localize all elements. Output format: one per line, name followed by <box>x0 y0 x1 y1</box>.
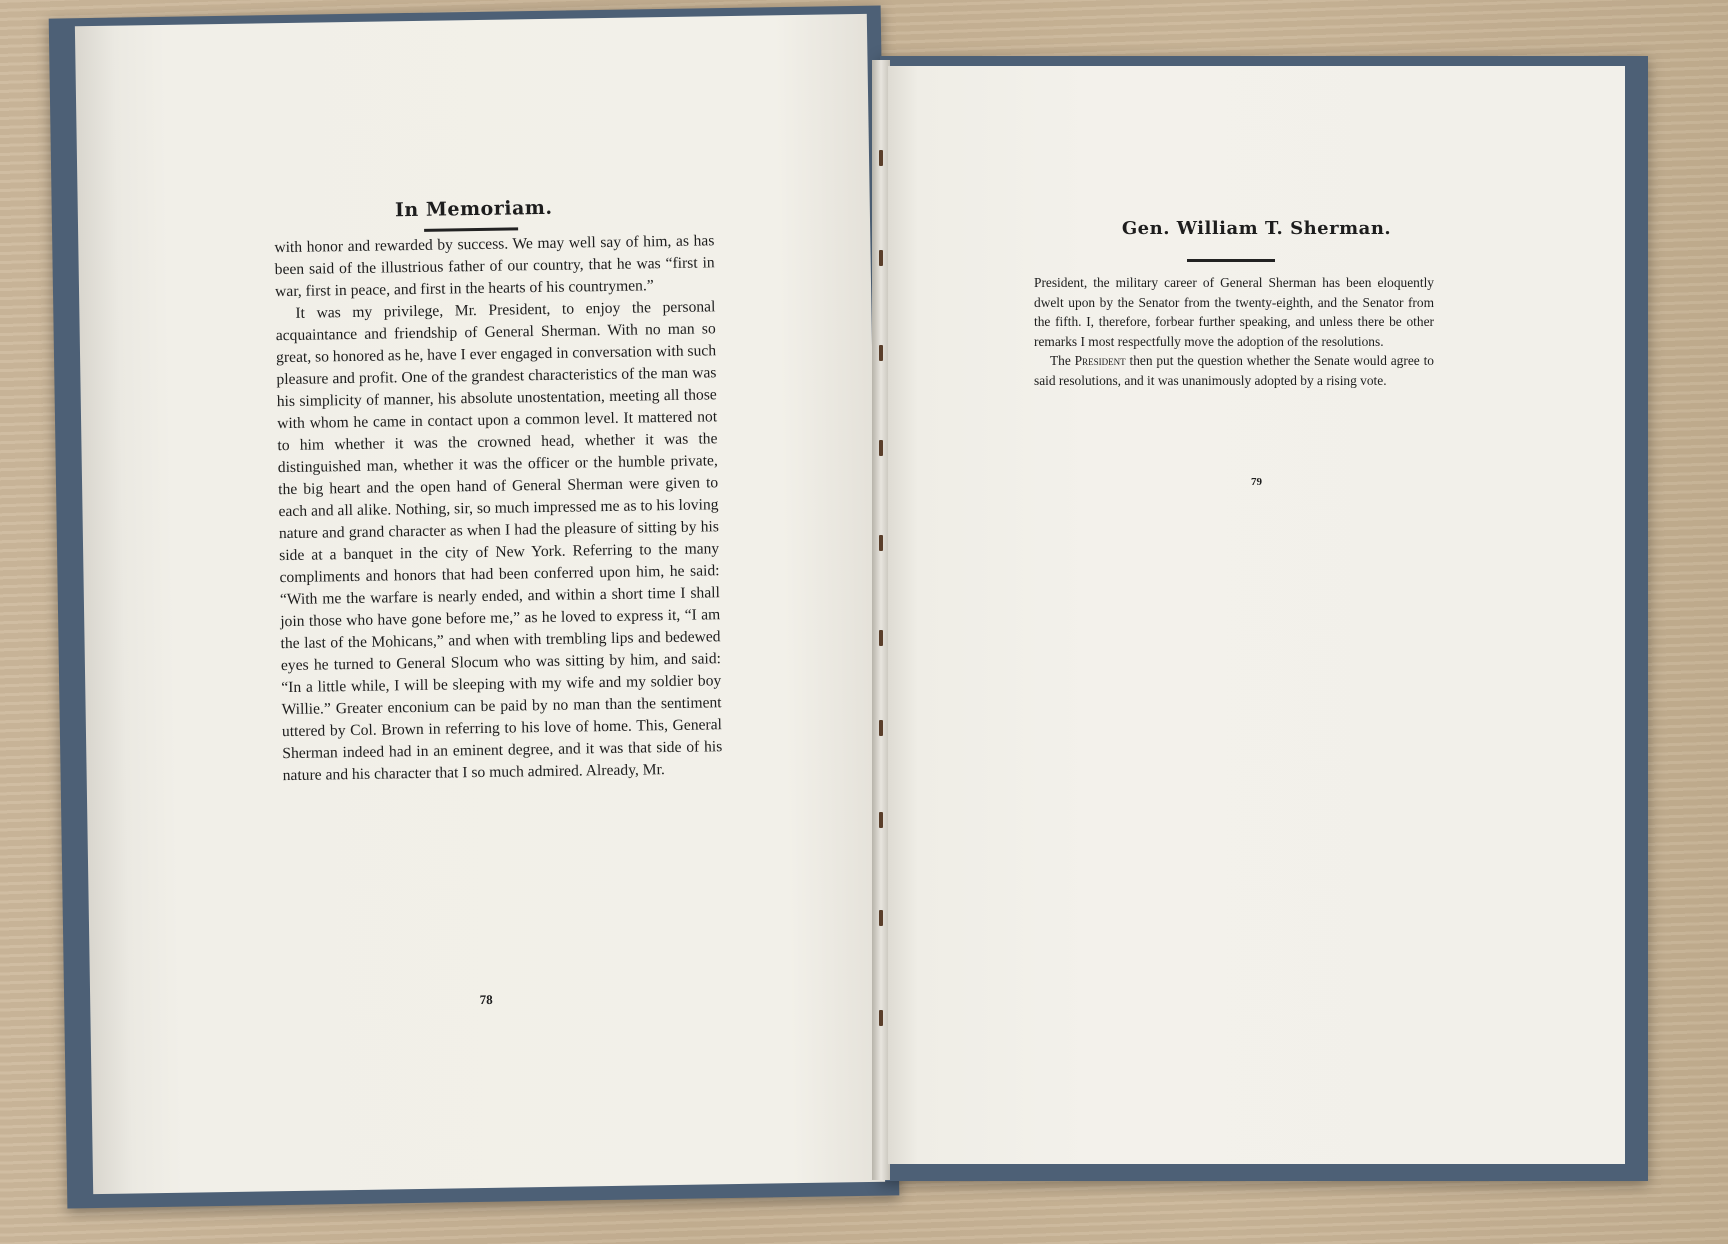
president-smallcaps: President <box>1074 353 1126 369</box>
right-body-text <box>1034 273 1434 391</box>
left-body-text <box>274 230 723 787</box>
binding-stitch <box>879 345 883 361</box>
right-page <box>888 66 1625 1164</box>
left-running-head: In Memoriam. <box>394 196 553 222</box>
right-paragraph-1: President, the military career of General Sherman has been eloquently dwelt upon by the Senator from the twenty-eighth, and the Senator from the fifth. I, therefore, forbear further speaking, and unless there be other remarks I most respectfully move the adoption of the resolutions. <box>1034 275 1434 349</box>
binding-stitch <box>879 1010 883 1026</box>
right-paragraph-2-rest: then put the question whether the Senate would agree to said resolutions, and it was unanimously adopted by a rising vote. <box>1034 353 1434 388</box>
left-head-rule <box>424 227 518 231</box>
binding-stitch <box>879 440 883 456</box>
binding-stitch <box>879 150 883 166</box>
left-paragraph-2: It was my privilege, Mr. President, to enjoy the personal acquaintance and friendship of General Sherman. With no man so great, so honored as he, have I ever engaged in conversation with such pleasure and profit. One of the grandest characteristics of the man was his simplicity of manner, his absolute unostentation, meeting all those with whom he came in contact upon a common level. It mattered not to him whether it was the crowned head, whether it was the distinguished man, whether it was the officer or the humble private, the big heart and the open hand of General Sherman were given to each and all alike. Nothing, sir, so much impressed me as to his loving nature and grand character as when I had the pleasure of sitting by his side at a banquet in the city of New York. Referring to the many compliments and honors that had been conferred upon him, he said: “With me the warfare is nearly ended, and within a short time I shall join those who have gone before me,” as he loved to express it, “I am the last of the Mohicans,” and when with trembling lips and bedewed eyes he turned to General Slocum who was sitting by him, and said: “In a little while, I will be sleeping with my wife and my soldier boy Willie.” Greater enconium can be paid by no man than the sentiment uttered by Col. Brown in referring to his love of home. This, General Sherman indeed had in an eminent degree, and it was that side of his nature and his character that I so much admired. Already, Mr. <box>275 298 723 785</box>
binding-stitch <box>879 812 883 828</box>
left-paragraph-1: with honor and rewarded by success. We may well say of him, as has been said of the illustrious father of our country, that he was “first in war, first in peace, and first in the hearts of his countrymen.” <box>274 232 715 301</box>
binding-stitch <box>879 910 883 926</box>
right-paragraph-2 <box>1034 351 1434 390</box>
left-page <box>75 14 885 1194</box>
left-page-number: 78 <box>479 991 493 1008</box>
binding-stitch <box>879 630 883 646</box>
right-head-rule <box>1187 259 1275 262</box>
binding-stitch <box>879 720 883 736</box>
binding-stitch <box>879 250 883 266</box>
binding-stitch <box>879 535 883 551</box>
right-paragraph-2-lead: The <box>1050 353 1071 369</box>
right-running-head: Gen. William T. Sherman. <box>1121 218 1392 239</box>
right-page-number: 79 <box>1251 476 1262 488</box>
